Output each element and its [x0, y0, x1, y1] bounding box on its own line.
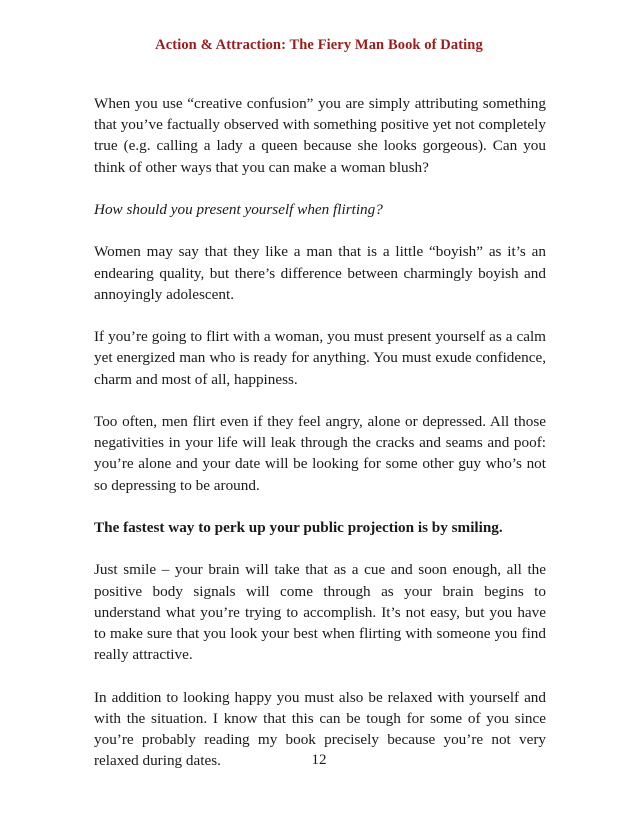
paragraph-negativities: Too often, men flirt even if they feel angry, alone or depressed. All those negativities in your life will leak through the cracks and seams and poof: you’re alone and your date will be looking for some other guy who’s not so depressing to be around.	[94, 412, 546, 494]
paragraph-boyish: Women may say that they like a man that is a little “boyish” as it’s an endearing quality, but there’s difference between charmingly boyish and annoyingly adolescent.	[94, 243, 546, 303]
paragraph-relaxed: In addition to looking happy you must also be relaxed with yourself and with the situation. I know that this can be tough for some of you since you’re probably reading my book precisely because you’re not very relaxed during dates.	[94, 688, 546, 770]
paragraph-just-smile: Just smile – your brain will take that as a cue and soon enough, all the positive body signals will come through as your brain begins to understand what you’re trying to accomplish. It’s not easy, but you have to make sure that you look your best when flirting with someone you find really attractive.	[94, 561, 546, 664]
page-number: 12	[311, 752, 327, 768]
italic-question: How should you present yourself when flirting?	[94, 201, 383, 218]
body-text	[94, 93, 546, 793]
paragraph-creative-confusion: When you use “creative confusion” you are simply attributing something that you’ve factually observed with something positive yet not completely true (e.g. calling a lady a queen because she looks gorgeous). Can you think of other ways that you can make a woman blush?	[94, 95, 546, 176]
running-header: Action & Attraction: The Fiery Man Book of Dating	[155, 37, 483, 53]
bold-statement: The fastest way to perk up your public projection is by smiling.	[94, 518, 503, 536]
paragraph-present-yourself: If you’re going to flirt with a woman, you must present yourself as a calm yet energized man who is ready for anything. You must exude confidence, charm and most of all, happiness.	[94, 328, 546, 388]
